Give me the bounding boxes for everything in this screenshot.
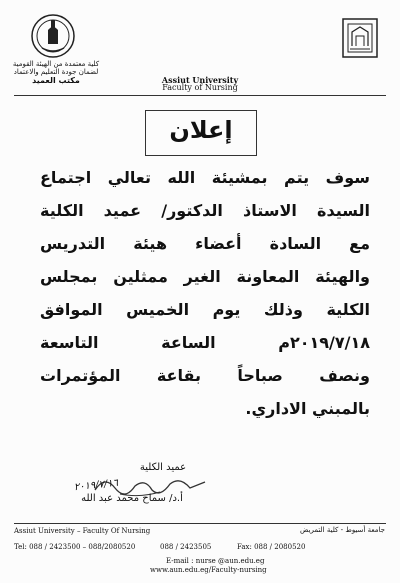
footer-telephone: Tel: 088 / 2423500 – 088/2080520 [14, 543, 136, 551]
body-line: ٢٠١٩/٧/١٨م الساعة التاسعة [40, 333, 370, 352]
announcement-title-box [145, 110, 257, 156]
footer-email: E-mail : nurse @aun.edu.eg [166, 557, 265, 565]
footer-telephone-2: 088 / 2423505 [160, 543, 212, 551]
signatory-title: عميد الكلية [139, 462, 187, 473]
footer-institution-arabic: جامعة أسيوط - كلية التمريض [300, 526, 385, 534]
body-line: بالمبني الاداري. [245, 399, 370, 418]
header-dean-office: مكتب العميد [32, 76, 80, 85]
university-name: Assiut University [161, 75, 239, 85]
header-divider [14, 95, 386, 96]
announcement-title: إعلان [169, 116, 233, 144]
body-line: والهيئة المعاونة الغير ممثلين بمجلس [40, 267, 370, 286]
body-line: السيدة الاستاذ الدكتور/ عميد الكلية [40, 201, 370, 220]
announcement-body [40, 168, 370, 432]
assiut-university-logo-icon [340, 16, 380, 60]
body-line: الكلية وذلك يوم الخميس الموافق [40, 300, 370, 319]
footer-website: www.aun.edu.eg/Faculty-nursing [150, 566, 267, 574]
signature-date: ٢٠١٩/٧/١٦ [73, 477, 119, 494]
signatory-name: أ.د/ سماح محمد عبد الله [81, 493, 183, 504]
header-accreditation-line-2: لضمان جودة التعليم والاعتماد [13, 68, 99, 76]
body-line: سوف يتم بمشيئة الله تعالي اجتماع [40, 168, 370, 187]
footer-divider [14, 523, 386, 524]
body-line: مع السادة أعضاء هيئة التدريس [40, 234, 370, 253]
footer-institution: Assiut University – Faculty Of Nursing [14, 527, 151, 535]
header-accreditation-line-1: كلية معتمدة من الهيئة القومية [12, 60, 100, 68]
footer-fax: Fax: 088 / 2080520 [237, 543, 306, 551]
faculty-of-nursing-logo-icon [28, 12, 78, 62]
body-line: ونصف صباحاً بقاعة المؤتمرات [40, 366, 370, 385]
faculty-name: Faculty of Nursing [162, 83, 238, 92]
